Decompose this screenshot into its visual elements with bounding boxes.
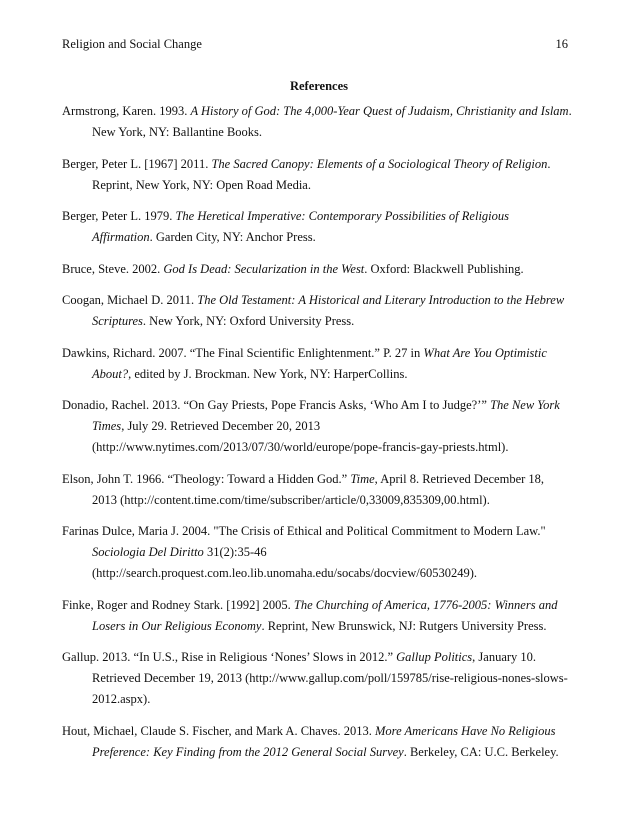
reference-entry [62,521,572,584]
reference-entry [62,395,572,458]
reference-text: . Reprint, New York, NY: Open Road Media. [92,156,551,192]
reference-text: Coogan, Michael D. 2011. [62,293,198,307]
reference-text: Bruce, Steve. 2002. [62,261,164,276]
references-heading: References [289,79,349,93]
reference-text: Berger, Peter L. [1967] 2011. [62,156,212,171]
reference-text: . Garden City, NY: Anchor Press. [149,230,316,244]
reference-text: Dawkins, Richard. 2007. “The Final Scientific Enlightenment.” P. 27 in [62,345,424,360]
reference-text: Berger, Peter L. 1979. [62,209,176,223]
reference-text: , edited by J. Brockman. New York, NY: HarperCollins. [128,366,408,381]
reference-text: Elson, John T. 1966. “Theology: Toward a Hidden God.” [62,471,351,486]
reference-text: , July 29. Retrieved December 20, 2013 (http://www.nytimes.com/2013/07/30/world/europe/pope-francis-gay-priests.html). [92,419,509,454]
reference-entry [62,647,572,710]
reference-title: The Old Testament: A Historical and Literary Introduction to the Hebrew Scriptures [92,293,565,328]
reference-text: Finke, Roger and Rodney Stark. [1992] 2005. [62,597,294,612]
reference-entry [62,259,572,280]
reference-text: , January 10. Retrieved December 19, 2013 (http://www.gallup.com/poll/159785/rise-religious-nones-slows-2012.aspx). [92,650,568,706]
reference-text: . Reprint, New Brunswick, NJ: Rutgers University Press. [261,618,547,633]
reference-entry [62,154,572,196]
reference-entry [62,595,572,637]
running-head: Religion and Social Change [62,37,202,51]
reference-title: Sociologia Del Diritto [92,545,204,559]
reference-title: A History of God: The 4,000-Year Quest of Judaism, Christianity and Islam [190,104,569,118]
reference-title: The Churching of America, 1776-2005: Winners and Losers in Our Religious Economy [92,597,558,633]
reference-entry [62,343,572,385]
reference-title: God Is Dead: Secularization in the West [163,261,365,276]
reference-title: The Heretical Imperative: Contemporary Possibilities of Religious Affirmation [92,209,509,244]
reference-entry [62,469,572,511]
reference-text: Armstrong, Karen. 1993. [62,104,191,118]
reference-text: . New York, NY: Ballantine Books. [92,104,572,139]
reference-entry [62,290,572,332]
reference-title: What Are You Optimistic About? [92,345,547,381]
reference-text: 31(2):35-46 (http://search.proquest.com.leo.lib.unomaha.edu/socabs/docview/60530249). [92,545,477,580]
references-list [62,101,572,773]
reference-title: More Americans Have No Religious Preference: Key Finding from the 2012 General Social Survey [92,723,556,759]
reference-entry [62,206,572,248]
reference-title: Time [350,471,375,486]
reference-text: Farinas Dulce, Maria J. 2004. "The Crisis of Ethical and Political Commitment to Modern Law." [62,524,546,538]
reference-text: . Oxford: Blackwell Publishing. [364,261,524,276]
page-number: 16 [555,37,568,51]
reference-text: . New York, NY: Oxford University Press. [142,314,355,328]
reference-text: Gallup. 2013. “In U.S., Rise in Religious ‘Nones’ Slows in 2012.” [62,650,397,664]
reference-title: The New York Times [92,398,560,433]
reference-title: Gallup Politics [396,650,473,664]
reference-text: , April 8. Retrieved December 18, 2013 (http://content.time.com/time/subscriber/article/0,33009,835309,00.html). [92,471,545,507]
reference-entry [62,721,572,763]
reference-title: The Sacred Canopy: Elements of a Sociological Theory of Religion [211,156,548,171]
reference-text: Hout, Michael, Claude S. Fischer, and Mark A. Chaves. 2013. [62,723,375,738]
reference-entry [62,101,572,143]
reference-text: . Berkeley, CA: U.C. Berkeley. [403,744,559,759]
reference-text: Donadio, Rachel. 2013. “On Gay Priests, Pope Francis Asks, ‘Who Am I to Judge?’” [62,398,491,412]
